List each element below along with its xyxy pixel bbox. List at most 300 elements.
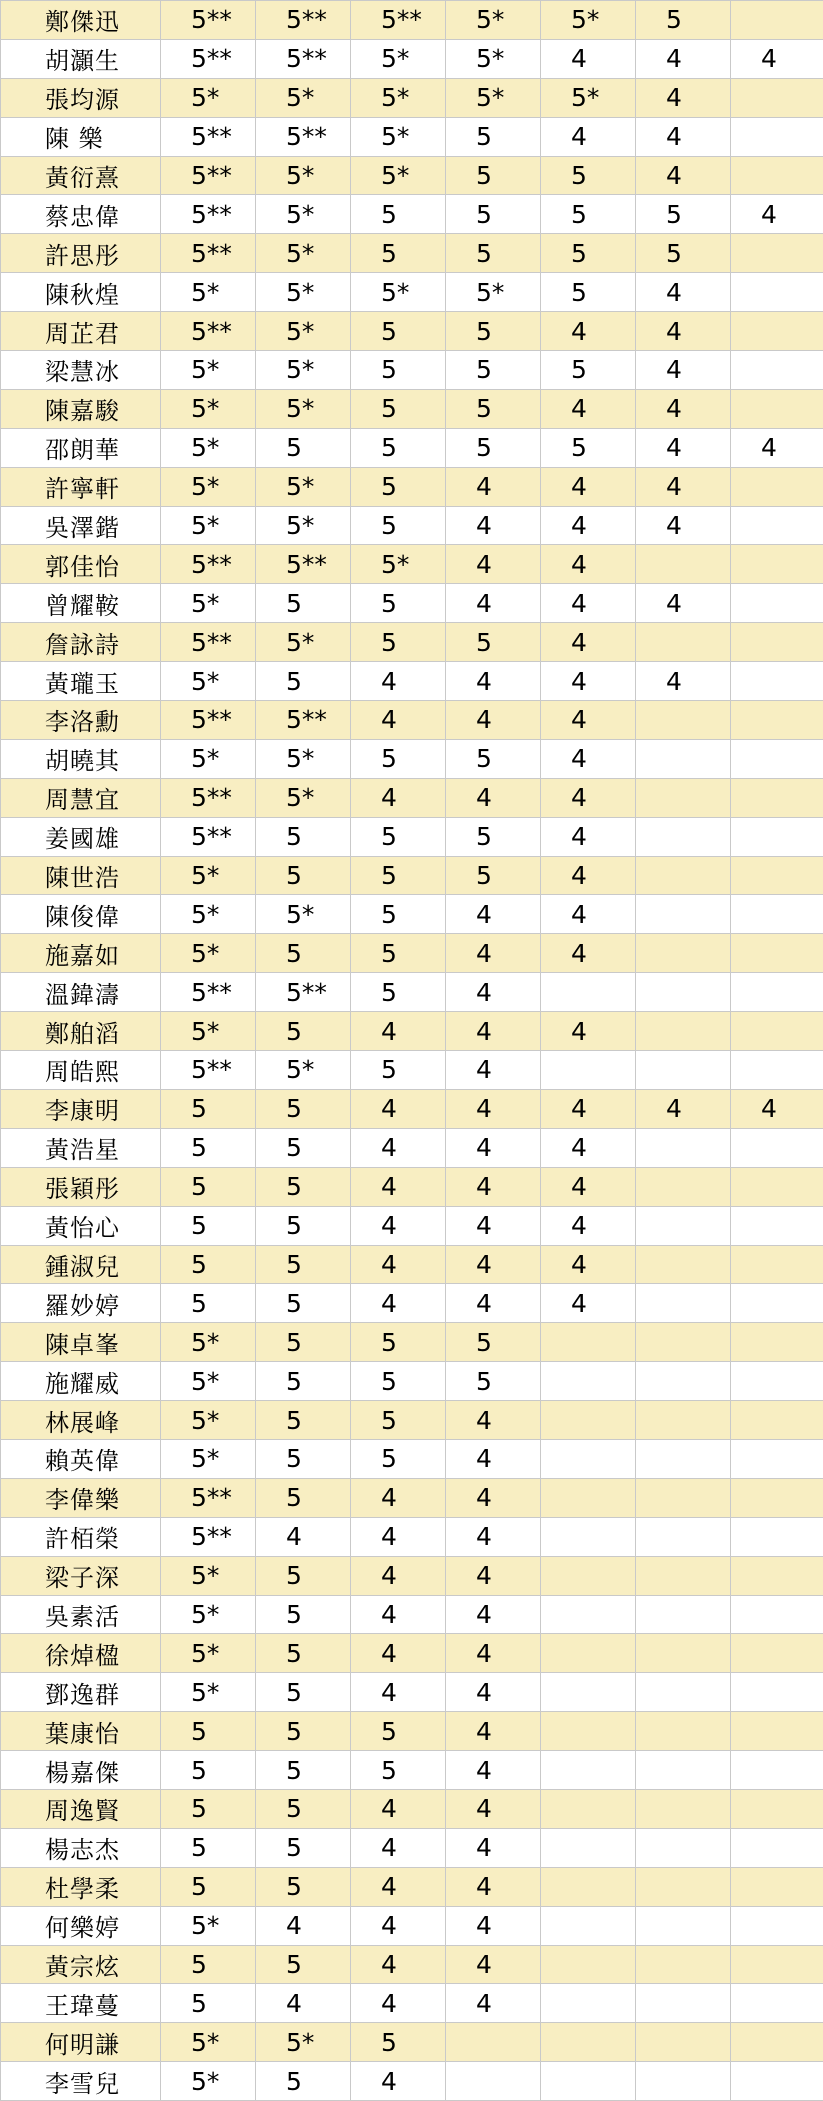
table-row <box>1 1595 823 1634</box>
grade-cell-3: 4 <box>351 1517 446 1556</box>
grade-cell-7 <box>731 1517 823 1556</box>
grade-cell-1: 5* <box>161 1906 256 1945</box>
table-row <box>1 117 823 156</box>
grade-cell-3: 4 <box>351 1673 446 1712</box>
grade-cell-6 <box>636 2062 731 2101</box>
student-name-cell: 葉康怡 <box>1 1712 161 1751</box>
grade-cell-1: 5** <box>161 156 256 195</box>
grade-cell-2: 5 <box>256 1789 351 1828</box>
grade-cell-3: 5 <box>351 506 446 545</box>
student-name-cell: 賴英偉 <box>1 1439 161 1478</box>
grade-cell-1: 5* <box>161 428 256 467</box>
grade-cell-4: 5* <box>446 78 541 117</box>
grade-cell-5 <box>541 1984 636 2023</box>
table-row <box>1 584 823 623</box>
table-row <box>1 351 823 390</box>
grade-cell-3: 4 <box>351 1945 446 1984</box>
grade-cell-4: 4 <box>446 1439 541 1478</box>
grade-cell-6 <box>636 1478 731 1517</box>
grade-cell-3: 5* <box>351 39 446 78</box>
student-name-cell: 楊嘉傑 <box>1 1751 161 1790</box>
grade-cell-4: 5 <box>446 195 541 234</box>
grade-cell-6 <box>636 1751 731 1790</box>
grade-cell-7 <box>731 934 823 973</box>
grade-cell-4: 4 <box>446 1712 541 1751</box>
grade-cell-1: 5* <box>161 78 256 117</box>
student-name-cell: 黃宗炫 <box>1 1945 161 1984</box>
grade-cell-2: 5 <box>256 1867 351 1906</box>
grade-cell-4: 4 <box>446 1206 541 1245</box>
student-name-cell: 羅妙婷 <box>1 1284 161 1323</box>
student-name-cell: 施嘉如 <box>1 934 161 973</box>
table-row <box>1 1517 823 1556</box>
grade-cell-2: 5 <box>256 1284 351 1323</box>
grade-cell-7 <box>731 1167 823 1206</box>
grade-cell-7 <box>731 1751 823 1790</box>
grade-cell-6 <box>636 1401 731 1440</box>
grade-cell-4: 4 <box>446 1284 541 1323</box>
table-row <box>1 1634 823 1673</box>
grade-cell-6 <box>636 973 731 1012</box>
grade-cell-1: 5** <box>161 778 256 817</box>
grade-cell-2: 5 <box>256 1439 351 1478</box>
grade-cell-1: 5** <box>161 1517 256 1556</box>
grade-cell-3: 5* <box>351 545 446 584</box>
student-name-cell: 何明謙 <box>1 2023 161 2062</box>
grade-cell-5: 4 <box>541 1128 636 1167</box>
grade-cell-3: 4 <box>351 1828 446 1867</box>
grade-cell-6: 4 <box>636 156 731 195</box>
grade-cell-2: 5* <box>256 506 351 545</box>
grade-cell-4: 4 <box>446 934 541 973</box>
grade-cell-5: 4 <box>541 117 636 156</box>
grade-cell-6 <box>636 1245 731 1284</box>
grade-cell-2: 5* <box>256 273 351 312</box>
table-row <box>1 856 823 895</box>
grade-cell-4: 4 <box>446 1401 541 1440</box>
grade-cell-7 <box>731 895 823 934</box>
table-row <box>1 1051 823 1090</box>
grade-cell-6 <box>636 1323 731 1362</box>
grade-cell-7 <box>731 662 823 701</box>
grade-cell-1: 5* <box>161 739 256 778</box>
student-name-cell: 張穎彤 <box>1 1167 161 1206</box>
grade-cell-4: 4 <box>446 778 541 817</box>
student-name-cell: 鄭傑迅 <box>1 1 161 40</box>
student-name-cell: 鄭舶滔 <box>1 1012 161 1051</box>
grade-cell-5 <box>541 1906 636 1945</box>
table-row <box>1 545 823 584</box>
grade-cell-4: 4 <box>446 973 541 1012</box>
grade-cell-3: 4 <box>351 1906 446 1945</box>
grade-cell-6 <box>636 1051 731 1090</box>
grade-cell-2: 4 <box>256 1517 351 1556</box>
student-name-cell: 許栢榮 <box>1 1517 161 1556</box>
table-row <box>1 701 823 740</box>
grade-cell-3: 5 <box>351 2023 446 2062</box>
grade-cell-6: 5 <box>636 195 731 234</box>
grade-cell-7 <box>731 1673 823 1712</box>
grade-cell-6 <box>636 1206 731 1245</box>
grade-cell-3: 5 <box>351 195 446 234</box>
grade-cell-1: 5* <box>161 273 256 312</box>
table-row <box>1 2062 823 2101</box>
grade-cell-1: 5* <box>161 467 256 506</box>
grade-cell-1: 5 <box>161 1089 256 1128</box>
grade-cell-3: 4 <box>351 1012 446 1051</box>
grade-cell-7 <box>731 2062 823 2101</box>
grade-cell-6: 4 <box>636 78 731 117</box>
grade-cell-5: 4 <box>541 895 636 934</box>
table-row <box>1 1167 823 1206</box>
grade-cell-7 <box>731 351 823 390</box>
grade-cell-7 <box>731 1284 823 1323</box>
grade-cell-3: 4 <box>351 662 446 701</box>
table-row <box>1 1712 823 1751</box>
grade-cell-4: 4 <box>446 1673 541 1712</box>
grade-cell-6 <box>636 1634 731 1673</box>
table-row <box>1 1401 823 1440</box>
grade-cell-4: 4 <box>446 545 541 584</box>
grade-cell-3: 4 <box>351 778 446 817</box>
grade-cell-3: 4 <box>351 1089 446 1128</box>
student-name-cell: 林展峰 <box>1 1401 161 1440</box>
grade-cell-7 <box>731 78 823 117</box>
student-name-cell: 吳澤鍇 <box>1 506 161 545</box>
table-row <box>1 1323 823 1362</box>
grade-cell-2: 5 <box>256 1478 351 1517</box>
grade-cell-2: 5* <box>256 895 351 934</box>
grade-cell-5 <box>541 1478 636 1517</box>
grade-cell-2: 5* <box>256 739 351 778</box>
grade-cell-4 <box>446 2062 541 2101</box>
student-name-cell: 胡灝生 <box>1 39 161 78</box>
grade-cell-4: 4 <box>446 467 541 506</box>
grade-cell-6 <box>636 1828 731 1867</box>
grade-cell-2: 5 <box>256 662 351 701</box>
student-name-cell: 陳嘉駿 <box>1 389 161 428</box>
grade-cell-5: 4 <box>541 934 636 973</box>
grade-cell-2: 5** <box>256 701 351 740</box>
grade-cell-4: 5 <box>446 1323 541 1362</box>
grade-cell-7 <box>731 1439 823 1478</box>
grade-cell-1: 5 <box>161 1206 256 1245</box>
table-row <box>1 1945 823 1984</box>
grade-cell-3: 5 <box>351 1323 446 1362</box>
grade-cell-5 <box>541 1051 636 1090</box>
table-row <box>1 1284 823 1323</box>
grade-cell-2: 5 <box>256 1595 351 1634</box>
grade-cell-7 <box>731 1789 823 1828</box>
grade-cell-7 <box>731 1206 823 1245</box>
table-row <box>1 1478 823 1517</box>
grade-cell-3: 5 <box>351 1401 446 1440</box>
grade-cell-3: 5 <box>351 817 446 856</box>
grade-cell-3: 4 <box>351 1206 446 1245</box>
grade-cell-4: 4 <box>446 1984 541 2023</box>
grade-cell-1: 5 <box>161 1245 256 1284</box>
grade-cell-3: 5 <box>351 312 446 351</box>
grade-cell-3: 5* <box>351 273 446 312</box>
grade-cell-1: 5** <box>161 817 256 856</box>
grade-cell-3: 5 <box>351 973 446 1012</box>
grade-cell-1: 5** <box>161 545 256 584</box>
grade-cell-5: 4 <box>541 584 636 623</box>
table-row <box>1 1828 823 1867</box>
grade-cell-1: 5** <box>161 312 256 351</box>
grade-cell-6 <box>636 895 731 934</box>
grade-cell-7 <box>731 1712 823 1751</box>
grade-cell-5: 4 <box>541 1012 636 1051</box>
grade-cell-7: 4 <box>731 428 823 467</box>
grade-cell-1: 5** <box>161 39 256 78</box>
grade-cell-6 <box>636 2023 731 2062</box>
table-row <box>1 428 823 467</box>
student-name-cell: 李洛勳 <box>1 701 161 740</box>
grade-cell-4: 4 <box>446 1089 541 1128</box>
grade-cell-6 <box>636 1167 731 1206</box>
grade-cell-1: 5* <box>161 1323 256 1362</box>
grade-cell-1: 5** <box>161 117 256 156</box>
grade-cell-2: 5 <box>256 1012 351 1051</box>
table-row <box>1 1556 823 1595</box>
table-row <box>1 1439 823 1478</box>
grade-cell-5 <box>541 1401 636 1440</box>
grade-cell-4: 5 <box>446 817 541 856</box>
grade-cell-5: 4 <box>541 623 636 662</box>
grade-cell-6 <box>636 1673 731 1712</box>
grade-cell-5: 4 <box>541 739 636 778</box>
grade-cell-3: 4 <box>351 1478 446 1517</box>
grade-cell-2: 5 <box>256 1828 351 1867</box>
grade-cell-1: 5** <box>161 1478 256 1517</box>
grade-cell-3: 5 <box>351 584 446 623</box>
table-row <box>1 1089 823 1128</box>
grade-cell-6: 5 <box>636 234 731 273</box>
grade-cell-2: 5* <box>256 312 351 351</box>
student-name-cell: 李康明 <box>1 1089 161 1128</box>
grade-cell-4: 4 <box>446 506 541 545</box>
results-table-body <box>1 1 823 2101</box>
grade-cell-1: 5 <box>161 1284 256 1323</box>
grade-cell-6 <box>636 1906 731 1945</box>
grade-cell-2: 5 <box>256 1245 351 1284</box>
grade-cell-1: 5 <box>161 1128 256 1167</box>
grade-cell-2: 5** <box>256 1 351 40</box>
grade-cell-4: 4 <box>446 1945 541 1984</box>
grade-cell-5: 4 <box>541 545 636 584</box>
grade-cell-1: 5* <box>161 895 256 934</box>
grade-cell-3: 5* <box>351 117 446 156</box>
grade-cell-5 <box>541 973 636 1012</box>
table-row <box>1 156 823 195</box>
grade-cell-2: 5 <box>256 1323 351 1362</box>
grade-cell-2: 5* <box>256 467 351 506</box>
grade-cell-5: 5 <box>541 195 636 234</box>
grade-cell-4: 4 <box>446 1245 541 1284</box>
grade-cell-1: 5* <box>161 1634 256 1673</box>
grade-cell-4: 4 <box>446 1595 541 1634</box>
grade-cell-6 <box>636 778 731 817</box>
grade-cell-5 <box>541 1673 636 1712</box>
grade-cell-5 <box>541 2023 636 2062</box>
grade-cell-6 <box>636 1012 731 1051</box>
grade-cell-3: 5 <box>351 856 446 895</box>
grade-cell-4: 4 <box>446 1828 541 1867</box>
grade-cell-5: 4 <box>541 506 636 545</box>
grade-cell-7 <box>731 1051 823 1090</box>
grade-cell-6 <box>636 739 731 778</box>
table-row <box>1 623 823 662</box>
grade-cell-1: 5 <box>161 1751 256 1790</box>
grade-cell-2: 5 <box>256 1128 351 1167</box>
grade-cell-4: 4 <box>446 584 541 623</box>
grade-cell-3: 4 <box>351 1284 446 1323</box>
grade-cell-2: 5 <box>256 1712 351 1751</box>
grade-cell-2: 5 <box>256 1673 351 1712</box>
student-name-cell: 梁慧冰 <box>1 351 161 390</box>
student-name-cell: 胡曉其 <box>1 739 161 778</box>
grade-cell-6 <box>636 1284 731 1323</box>
grade-cell-5: 5 <box>541 273 636 312</box>
grade-cell-4: 5* <box>446 39 541 78</box>
grade-cell-3: 5 <box>351 623 446 662</box>
grade-cell-3: 5 <box>351 351 446 390</box>
grade-cell-1: 5** <box>161 1 256 40</box>
student-name-cell: 鄧逸群 <box>1 1673 161 1712</box>
table-row <box>1 273 823 312</box>
student-name-cell: 周逸賢 <box>1 1789 161 1828</box>
grade-cell-1: 5 <box>161 1789 256 1828</box>
grade-cell-7 <box>731 1906 823 1945</box>
table-row <box>1 1906 823 1945</box>
grade-cell-3: 5 <box>351 895 446 934</box>
grade-cell-1: 5* <box>161 934 256 973</box>
grade-cell-1: 5 <box>161 1984 256 2023</box>
grade-cell-5: 4 <box>541 39 636 78</box>
grade-cell-4: 5 <box>446 389 541 428</box>
grade-cell-5: 4 <box>541 1206 636 1245</box>
grade-cell-6: 4 <box>636 273 731 312</box>
grade-cell-2: 5** <box>256 973 351 1012</box>
grade-cell-6 <box>636 1984 731 2023</box>
grade-cell-1: 5 <box>161 1167 256 1206</box>
grade-cell-3: 4 <box>351 1634 446 1673</box>
table-row <box>1 1128 823 1167</box>
grade-cell-2: 5* <box>256 1051 351 1090</box>
grade-cell-4: 5 <box>446 856 541 895</box>
student-name-cell: 陳俊偉 <box>1 895 161 934</box>
grade-cell-4: 4 <box>446 1789 541 1828</box>
grade-cell-7 <box>731 584 823 623</box>
grade-cell-2: 5 <box>256 1401 351 1440</box>
grade-cell-6: 4 <box>636 39 731 78</box>
table-row <box>1 895 823 934</box>
grade-cell-3: 5** <box>351 1 446 40</box>
grade-cell-6 <box>636 701 731 740</box>
grade-cell-5: 5 <box>541 428 636 467</box>
grade-cell-4: 4 <box>446 1867 541 1906</box>
grade-cell-1: 5* <box>161 2062 256 2101</box>
grade-cell-7 <box>731 156 823 195</box>
grade-cell-4: 4 <box>446 1012 541 1051</box>
grade-cell-7 <box>731 1634 823 1673</box>
student-name-cell: 邵朗華 <box>1 428 161 467</box>
student-name-cell: 許思彤 <box>1 234 161 273</box>
grade-cell-7 <box>731 1556 823 1595</box>
grade-cell-1: 5* <box>161 1401 256 1440</box>
student-name-cell: 李偉樂 <box>1 1478 161 1517</box>
grade-cell-1: 5* <box>161 1012 256 1051</box>
grade-cell-6: 4 <box>636 662 731 701</box>
grade-cell-3: 4 <box>351 1789 446 1828</box>
grade-cell-6 <box>636 817 731 856</box>
table-row <box>1 467 823 506</box>
student-name-cell: 黃瓏玉 <box>1 662 161 701</box>
grade-cell-5 <box>541 2062 636 2101</box>
grade-cell-7 <box>731 1867 823 1906</box>
grade-cell-2: 4 <box>256 1906 351 1945</box>
table-row <box>1 2023 823 2062</box>
grade-cell-4: 5 <box>446 351 541 390</box>
grade-cell-4: 5 <box>446 234 541 273</box>
grade-cell-5: 4 <box>541 1089 636 1128</box>
grade-cell-6 <box>636 1556 731 1595</box>
student-name-cell: 王瑋蔓 <box>1 1984 161 2023</box>
grade-cell-7 <box>731 506 823 545</box>
grade-cell-2: 5* <box>256 778 351 817</box>
grade-cell-5 <box>541 1712 636 1751</box>
grade-cell-6 <box>636 1517 731 1556</box>
student-name-cell: 黃浩星 <box>1 1128 161 1167</box>
grade-cell-4: 4 <box>446 1751 541 1790</box>
grade-cell-2: 5 <box>256 1206 351 1245</box>
student-name-cell: 詹詠詩 <box>1 623 161 662</box>
grade-cell-2: 5 <box>256 584 351 623</box>
grade-cell-3: 5* <box>351 78 446 117</box>
grade-cell-2: 5* <box>256 234 351 273</box>
table-row <box>1 1206 823 1245</box>
grade-cell-5: 4 <box>541 662 636 701</box>
table-row <box>1 312 823 351</box>
grade-cell-1: 5* <box>161 389 256 428</box>
grade-cell-7 <box>731 739 823 778</box>
grade-cell-4: 4 <box>446 1051 541 1090</box>
student-name-cell: 陳 樂 <box>1 117 161 156</box>
grade-cell-1: 5 <box>161 1712 256 1751</box>
grade-cell-4: 5 <box>446 117 541 156</box>
grade-cell-3: 5 <box>351 1051 446 1090</box>
grade-cell-5 <box>541 1439 636 1478</box>
grade-cell-7 <box>731 545 823 584</box>
grade-cell-2: 5 <box>256 1634 351 1673</box>
grade-cell-1: 5* <box>161 1673 256 1712</box>
grade-cell-3: 5 <box>351 234 446 273</box>
grade-cell-7: 4 <box>731 195 823 234</box>
grade-cell-6 <box>636 1945 731 1984</box>
grade-cell-5 <box>541 1945 636 1984</box>
student-name-cell: 陳卓峯 <box>1 1323 161 1362</box>
student-name-cell: 杜學柔 <box>1 1867 161 1906</box>
grade-cell-3: 5 <box>351 934 446 973</box>
table-row <box>1 1012 823 1051</box>
grade-cell-7: 4 <box>731 39 823 78</box>
grade-cell-3: 5 <box>351 389 446 428</box>
grade-cell-4: 4 <box>446 1128 541 1167</box>
grade-cell-2: 5 <box>256 1945 351 1984</box>
grade-cell-5 <box>541 1517 636 1556</box>
grade-cell-6: 4 <box>636 389 731 428</box>
